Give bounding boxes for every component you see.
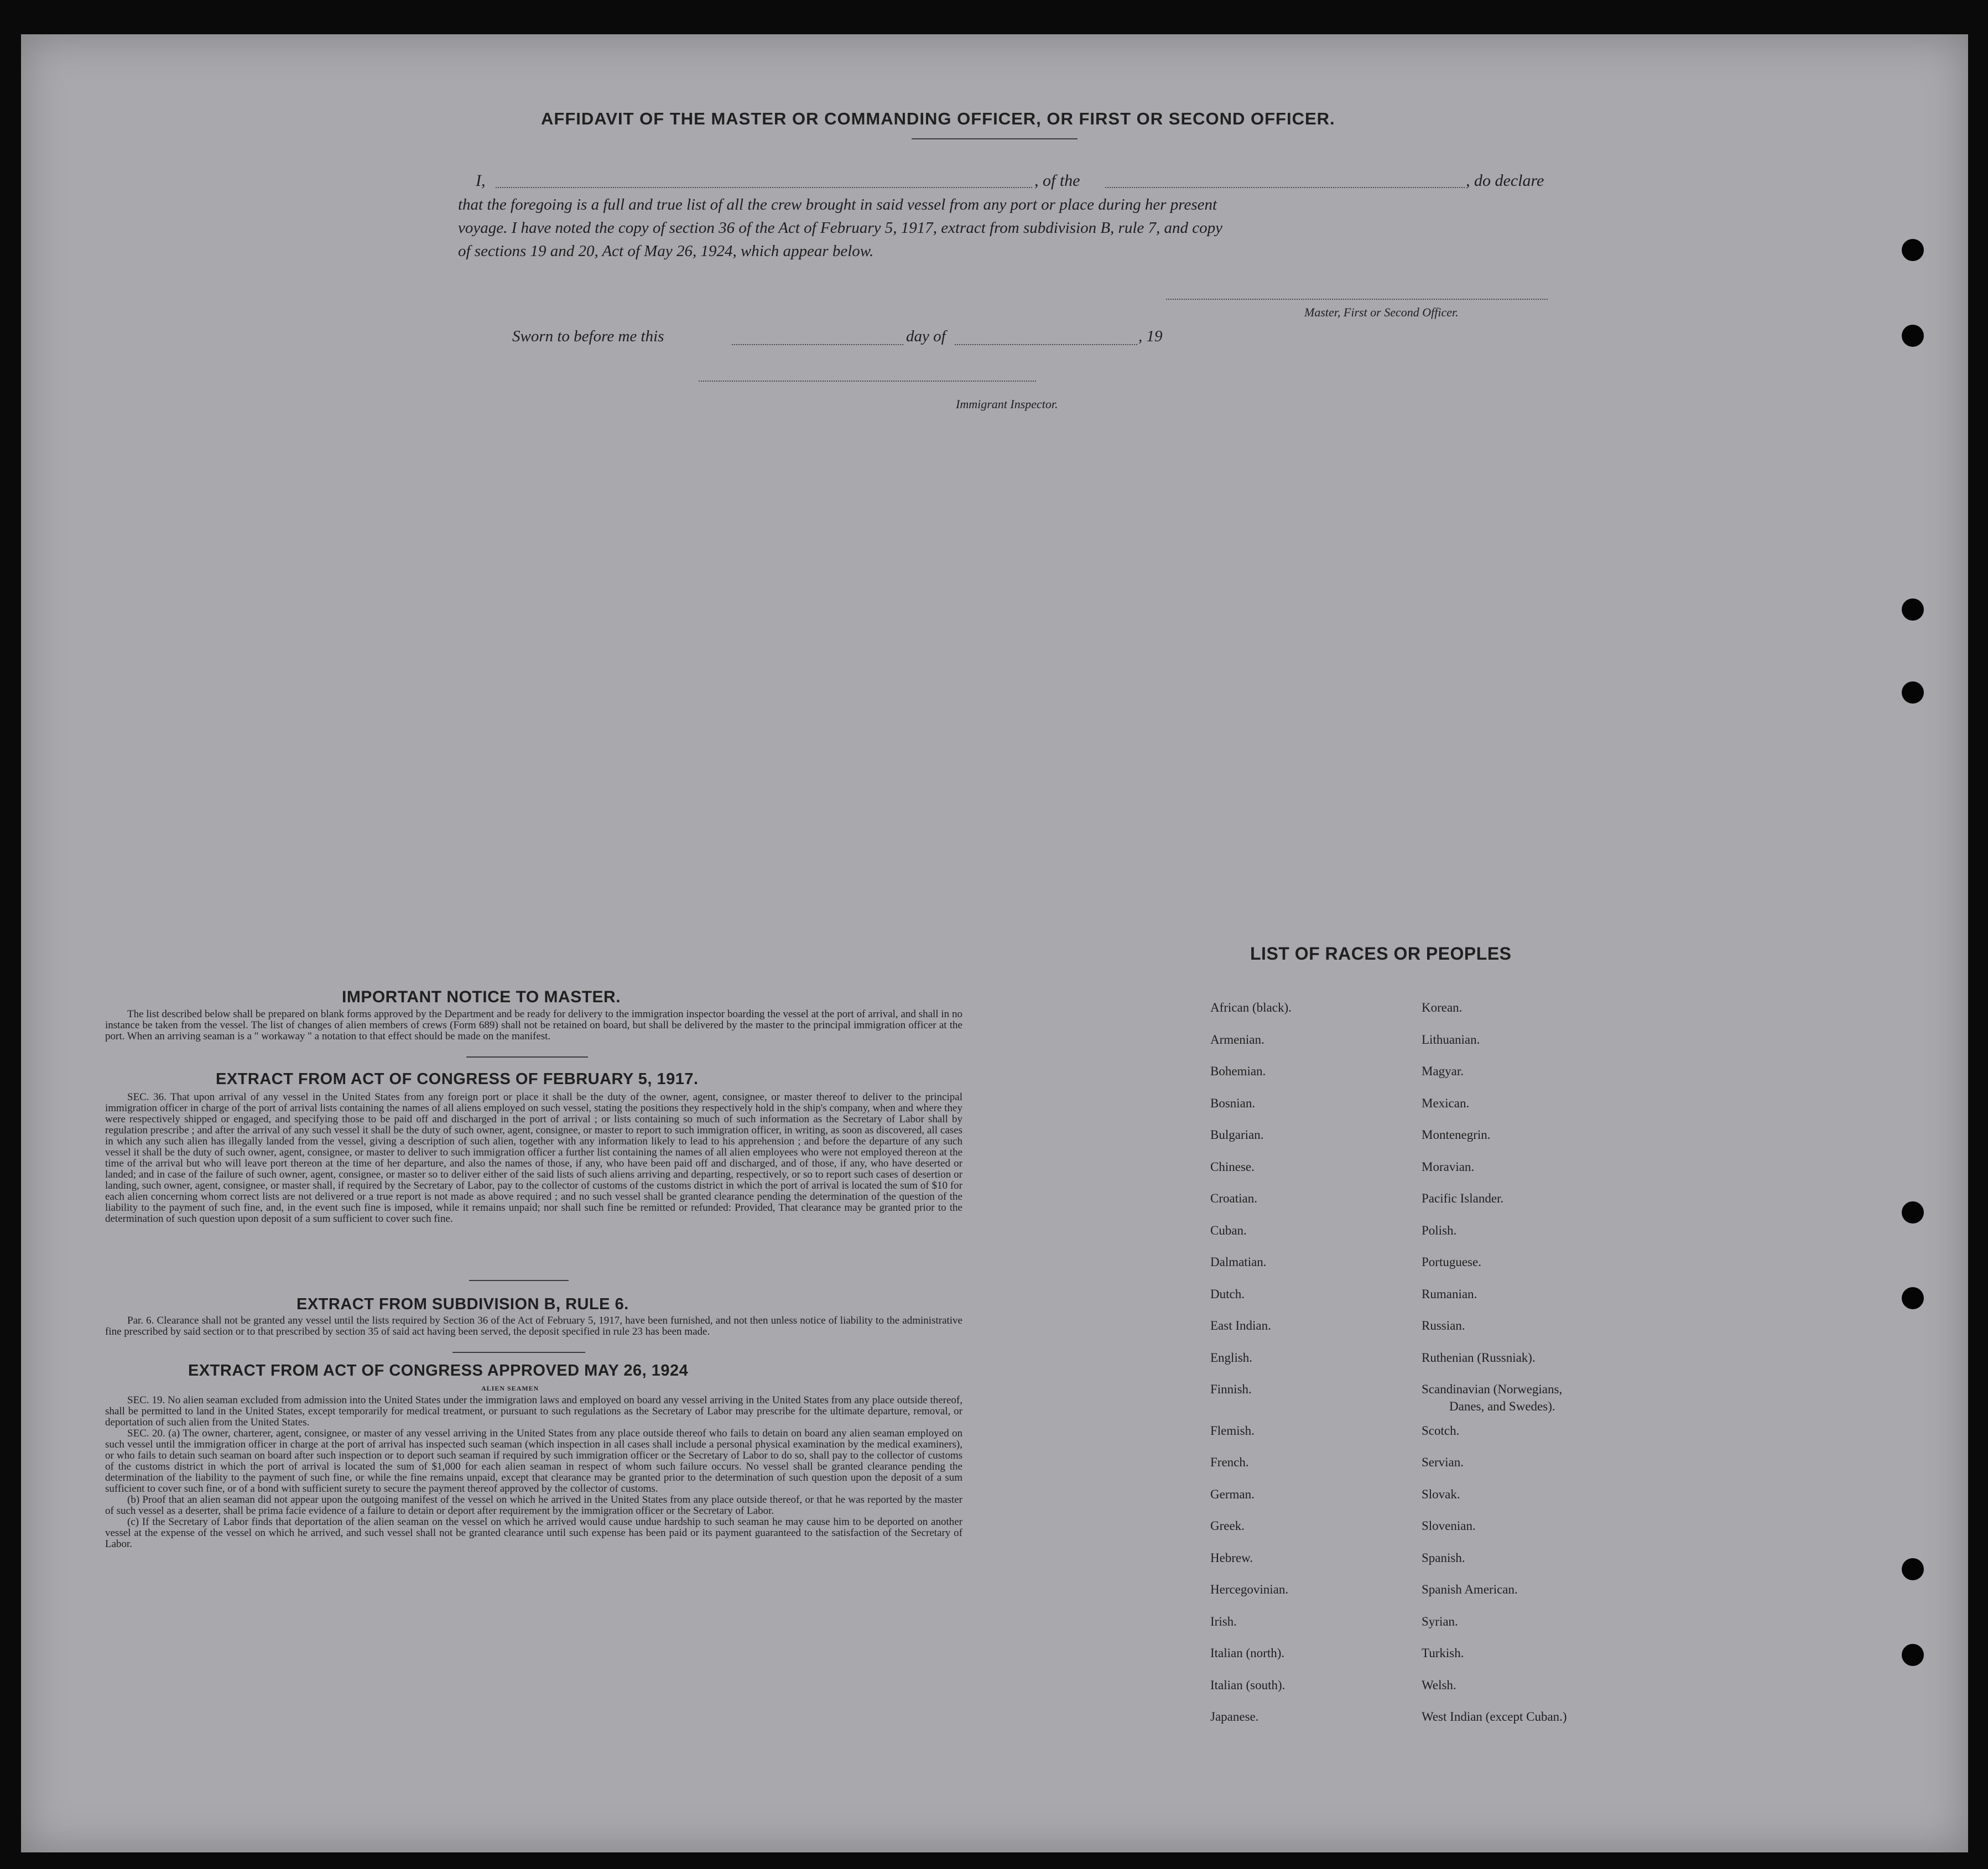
race-item: Syrian. bbox=[1422, 1614, 1458, 1628]
signature-blank[interactable] bbox=[1166, 299, 1548, 300]
sec36-paragraph: SEC. 36. That upon arrival of any vessel in the United States from any foreign port or place it shall be the duty of the owner, agent, consignee, or master thereof to deliver to the principal immigration officer in charge of the port of arrival lists containing the names of all aliens employed on such vessel, stating the positions they respectively hold in the ship's company, when and where they were respectively shipped or engaged, and specifying those to be paid off and discharged in the port of arrival ; or lists containing so much of such information as the Secretary of Labor shall by regulation prescribe ; and after the arrival of any such vessel it shall be the duty of such owner, agent, consignee, or master to report to such immigration officer, in writing, as soon as discovered, all cases in which any such alien has illegally landed from the vessel, giving a description of such alien, together with any information likely to lead to his apprehension ; and before the departure of any such vessel it shall be the duty of such owner, agent, consignee, or master to deliver to such immigration officer a further list containing the names of all alien employees who were not employed thereon at the time of the arrival but who will leave port thereon at the time of her departure, and also the names of those, if any, who have been paid off and discharged, and of those, if any, who have deserted or landed; and in case of the failure of such owner, agent, consignee, or master so to deliver either of the said lists of such aliens arriving and departing, respectively, or so to report such cases of desertion or landing, such owner, agent, consignee, or master shall, if required by the Secretary of Labor, pay to the collector of customs of the customs district in which the port of arrival is located the sum of $10 for each alien concerning whom correct lists are not delivered or a true report is not made as above required ; and no such vessel shall be granted clearance pending the determination of the question of the liability to the payment of such fine, and, in the event such fine is imposed, while it remains unpaid; nor shall such fine be remitted or refunded: Provided, That clearance may be granted prior to the determination of such question upon deposit of a sum sufficient to cover such fine. bbox=[105, 1091, 962, 1225]
race-item: Irish. bbox=[1210, 1614, 1237, 1628]
extract-1924-title: EXTRACT FROM ACT OF CONGRESS APPROVED MAY 26, 1924 bbox=[188, 1362, 689, 1379]
race-item: Slovak. bbox=[1422, 1487, 1460, 1501]
extract-rule6-title: EXTRACT FROM SUBDIVISION B, RULE 6. bbox=[296, 1295, 629, 1313]
binder-hole bbox=[1902, 325, 1924, 347]
race-item: Hercegovinian. bbox=[1210, 1582, 1289, 1597]
race-item: Welsh. bbox=[1422, 1678, 1456, 1692]
signature-caption: Master, First or Second Officer. bbox=[1304, 305, 1459, 319]
day-of-label: day of bbox=[906, 327, 946, 345]
notice-body bbox=[105, 1009, 962, 1042]
race-item: Hebrew. bbox=[1210, 1550, 1253, 1565]
race-item: Magyar. bbox=[1422, 1064, 1464, 1078]
race-item: English. bbox=[1210, 1350, 1253, 1365]
binder-hole bbox=[1902, 681, 1924, 704]
race-item-continuation: Danes, and Swedes). bbox=[1449, 1399, 1555, 1413]
notice-title: IMPORTANT NOTICE TO MASTER. bbox=[342, 988, 621, 1006]
race-item: Pacific Islander. bbox=[1422, 1191, 1504, 1205]
rule6-paragraph: Par. 6. Clearance shall not be granted any vessel until the lists required by Section 36 of the Act of February 5, 1917, have been furnished, and not then unless notice of liability to the administrative fine prescribed by said section or to that prescribed by section 35 of said act having been served, the deposit specified in rule 23 has been made. bbox=[105, 1315, 962, 1337]
section-rule bbox=[469, 1280, 569, 1281]
race-item: Dutch. bbox=[1210, 1287, 1245, 1301]
race-item: Bohemian. bbox=[1210, 1064, 1266, 1078]
sec20c-paragraph: (c) If the Secretary of Labor finds that deportation of the alien seaman on the vessel on which he arrived would cause undue hardship to such seaman he may cause him to be deported on another vessel at the expense of the vessel on which he arrived, and such vessel shall not be granted clearance until such expense has been paid or its payment guaranteed to the satisfaction of the Secretary of Labor. bbox=[105, 1516, 962, 1550]
race-item: Dalmatian. bbox=[1210, 1255, 1267, 1269]
year-prefix: , 19 bbox=[1138, 327, 1163, 345]
race-item: Slovenian. bbox=[1422, 1519, 1476, 1533]
races-title: LIST OF RACES OR PEOPLES bbox=[1250, 944, 1512, 964]
race-item: German. bbox=[1210, 1487, 1255, 1501]
inspector-caption: Immigrant Inspector. bbox=[956, 397, 1058, 411]
affidavit-title: AFFIDAVIT OF THE MASTER OR COMMANDING OFFICER, OR FIRST OR SECOND OFFICER. bbox=[541, 109, 1335, 128]
affidavit-do-declare: , do declare bbox=[1466, 171, 1544, 190]
race-item: East Indian. bbox=[1210, 1319, 1271, 1332]
race-item: Servian. bbox=[1422, 1455, 1464, 1470]
binder-hole bbox=[1902, 598, 1924, 621]
vessel-blank[interactable] bbox=[1105, 187, 1465, 188]
race-item: Italian (south). bbox=[1210, 1678, 1286, 1692]
race-item: Bulgarian. bbox=[1210, 1128, 1264, 1142]
affidavit-body-line1: that the foregoing is a full and true list of all the crew brought in said vessel from any port or place during her present bbox=[458, 196, 1217, 214]
section-rule bbox=[466, 1056, 588, 1058]
race-item: Japanese. bbox=[1210, 1710, 1259, 1724]
race-item: Scotch. bbox=[1422, 1423, 1460, 1438]
sec19-paragraph: SEC. 19. No alien seaman excluded from admission into the United States under the immigration laws and employed on board any vessel arriving in the United States from any place outside thereof, shall be permitted to land in the United States, except temporarily for medical treatment, or pursuant to such regulations as the Secretary of Labor may prescribe for the ultimate departure, removal, or deportation of such alien from the United States. bbox=[105, 1394, 962, 1428]
section-rule bbox=[452, 1352, 585, 1353]
race-item: Portuguese. bbox=[1422, 1255, 1481, 1269]
sworn-month-blank[interactable] bbox=[955, 344, 1137, 345]
race-item: Lithuanian. bbox=[1422, 1032, 1480, 1047]
race-item: Rumanian. bbox=[1422, 1287, 1477, 1301]
race-item: Montenegrin. bbox=[1422, 1128, 1491, 1142]
extract-1924-body bbox=[105, 1395, 962, 1550]
affidavit-body-line3: of sections 19 and 20, Act of May 26, 1924, which appear below. bbox=[458, 242, 874, 260]
alien-seamen-subtitle: ALIEN SEAMEN bbox=[481, 1384, 539, 1392]
race-item: French. bbox=[1210, 1455, 1249, 1470]
race-item: Scandinavian (Norwegians, bbox=[1422, 1382, 1563, 1396]
race-item: Spanish American. bbox=[1422, 1582, 1518, 1597]
race-item: Moravian. bbox=[1422, 1159, 1475, 1174]
binder-hole bbox=[1902, 1558, 1924, 1580]
binder-hole bbox=[1902, 1644, 1924, 1666]
sworn-day-blank[interactable] bbox=[732, 344, 903, 345]
race-item: Finnish. bbox=[1210, 1382, 1252, 1396]
extract-rule6-body bbox=[105, 1315, 962, 1337]
race-item: Polish. bbox=[1422, 1223, 1457, 1237]
sec20a-paragraph: SEC. 20. (a) The owner, charterer, agent, consignee, or master of any vessel arriving in the United States from any place outside thereof who fails to detain on board any alien seaman employed on such vessel until the immigration officer in charge at the port of arrival has inspected such seaman (which inspection in all cases shall include a personal physical examination by the medical examiners), or who fails to detain such seaman on board after such inspection or to deport such seaman if required by such immigration officer or the Secretary of Labor to do so, shall pay to the collector of customs of the customs district in which the port of arrival is located the sum of $1,000 for each alien seaman in respect of whom such failure occurs. No vessel shall be granted clearance pending the determination of the liability to the payment of such fine, or while the fine remains unpaid, except that clearance may be granted prior to the determination of such question upon the deposit of a sum sufficient to cover such fine, or of a bond with sufficient surety to secure the payment thereof approved by the collector of customs. bbox=[105, 1428, 962, 1495]
affidavit-of-the: , of the bbox=[1034, 171, 1080, 190]
inspector-blank[interactable] bbox=[699, 381, 1036, 382]
race-item: Ruthenian (Russniak). bbox=[1422, 1350, 1536, 1365]
race-item: African (black). bbox=[1210, 1001, 1292, 1014]
extract-1917-body bbox=[105, 1092, 962, 1225]
race-item: Bosnian. bbox=[1210, 1096, 1256, 1110]
notice-paragraph: The list described below shall be prepared on blank forms approved by the Department and be ready for delivery to the immigration inspector boarding the vessel at the port of arrival, and shall in no instance be taken from the vessel. The list of changes of alien members of crews (Form 689) shall not be retained on board, but shall be delivered by the master to the principal immigration officer at the port. When an arriving seaman is a " workaway " a notation to that effect should be made on the manifest. bbox=[105, 1008, 962, 1042]
race-item: Chinese. bbox=[1210, 1159, 1255, 1174]
name-blank[interactable] bbox=[496, 187, 1032, 188]
race-item: Greek. bbox=[1210, 1519, 1245, 1533]
race-item: West Indian (except Cuban.) bbox=[1422, 1710, 1567, 1724]
extract-1917-title: EXTRACT FROM ACT OF CONGRESS OF FEBRUARY 5, 1917. bbox=[216, 1070, 699, 1088]
race-item: Flemish. bbox=[1210, 1423, 1255, 1438]
affidavit-body-line2: voyage. I have noted the copy of section 36 of the Act of February 5, 1917, extract from subdivision B, rule 7, and copy bbox=[458, 219, 1223, 237]
binder-hole bbox=[1902, 1287, 1924, 1309]
race-item: Russian. bbox=[1422, 1319, 1465, 1332]
sworn-label: Sworn to before me this bbox=[512, 327, 664, 345]
binder-hole bbox=[1902, 239, 1924, 261]
form-sheet bbox=[21, 34, 1968, 1852]
race-item: Korean. bbox=[1422, 1001, 1463, 1014]
race-item: Croatian. bbox=[1210, 1191, 1257, 1205]
affidavit-i-label: I, bbox=[476, 171, 486, 190]
race-item: Italian (north). bbox=[1210, 1646, 1285, 1660]
race-item: Turkish. bbox=[1422, 1646, 1464, 1660]
title-rule bbox=[912, 138, 1078, 139]
race-item: Spanish. bbox=[1422, 1550, 1465, 1565]
race-item: Cuban. bbox=[1210, 1223, 1247, 1237]
race-item: Armenian. bbox=[1210, 1032, 1264, 1047]
race-item: Mexican. bbox=[1422, 1096, 1470, 1110]
sec20b-paragraph: (b) Proof that an alien seaman did not appear upon the outgoing manifest of the vessel on which he arrived in the United States from any place outside thereof, or that he was reported by the master of such vessel as a deserter, shall be prima facie evidence of a failure to detain or deport after requirement by the immigration officer or the Secretary of Labor. bbox=[105, 1494, 962, 1517]
binder-hole bbox=[1902, 1201, 1924, 1224]
